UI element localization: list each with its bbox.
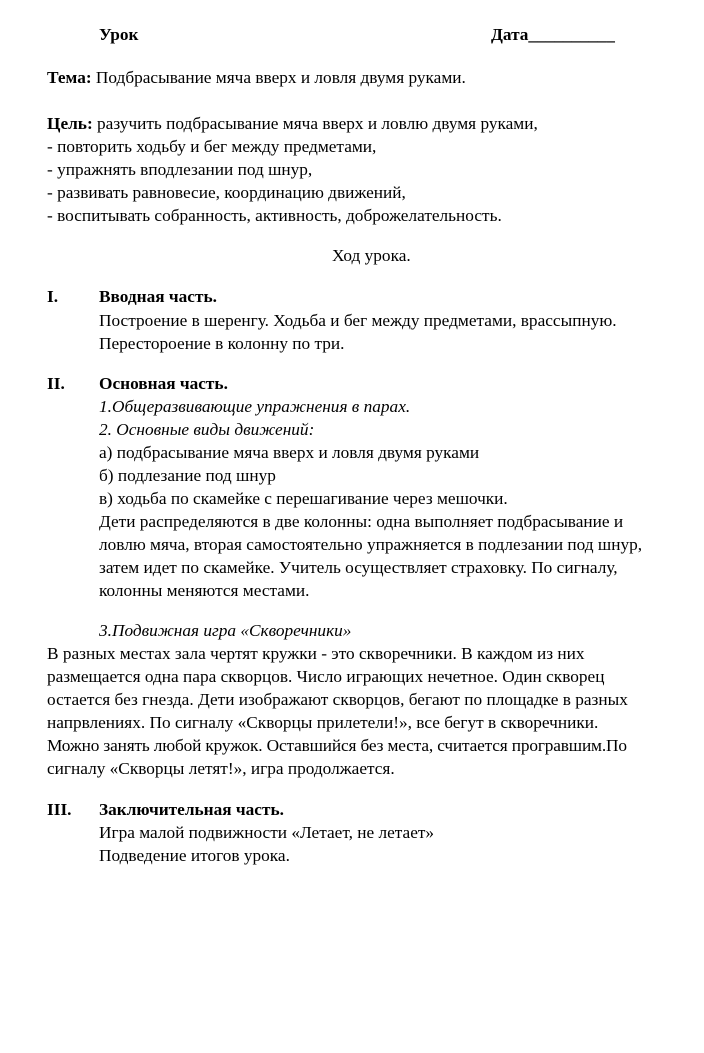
game-title: 3.Подвижная игра «Скворечники» bbox=[99, 621, 352, 640]
section-numeral: I. bbox=[47, 287, 59, 306]
section-italic-line: 1.Общеразвивающие упражнения в парах. bbox=[99, 397, 411, 416]
section-numeral: III. bbox=[47, 800, 72, 819]
course-title: Ход урока. bbox=[332, 246, 411, 265]
goal-item: - повторить ходьбу и бег между предметами, bbox=[47, 137, 377, 156]
goal-item: - воспитывать собранность, активность, доброжелательность. bbox=[47, 206, 502, 225]
section-title: Заключительная часть. bbox=[99, 800, 284, 819]
game-line: размещается одна пара скворцов. Число играющих нечетное. Один скворец bbox=[47, 667, 605, 686]
goal-item: - развивать равновесие, координацию движений, bbox=[47, 183, 406, 202]
section-line: Построение в шеренгу. Ходьба и бег между предметами, врассыпную. bbox=[99, 311, 617, 330]
topic-text: Подбрасывание мяча вверх и ловля двумя руками. bbox=[91, 68, 466, 87]
section-line: Игра малой подвижности «Летает, не летает» bbox=[99, 823, 435, 842]
section-title: Основная часть. bbox=[99, 374, 228, 393]
goal-line bbox=[47, 113, 538, 135]
section-line: в) ходьба по скамейке с перешагивание через мешочки. bbox=[99, 489, 508, 508]
section-line: Дети распределяются в две колонны: одна выполняет подбрасывание и bbox=[99, 512, 624, 531]
topic-line bbox=[47, 67, 466, 89]
goal-item: - упражнять вподлезании под шнур, bbox=[47, 160, 313, 179]
section-line: колонны меняются местами. bbox=[99, 581, 310, 600]
section-line: затем идет по скамейке. Учитель осуществляет страховку. По сигналу, bbox=[99, 558, 618, 577]
game-line: остается без гнезда. Дети изображают скворцов, бегают по площадке в разных bbox=[47, 690, 628, 709]
date-label: Дата__________ bbox=[491, 25, 615, 44]
game-line: Можно занять любой кружок. Оставшийся без места, считается програвшим.По bbox=[47, 736, 627, 755]
section-line: Перестороение в колонну по три. bbox=[99, 334, 345, 353]
goal-label: Цель: bbox=[47, 114, 93, 133]
section-numeral: II. bbox=[47, 374, 65, 393]
game-line: напрвлениях. По сигналу «Скворцы прилетели!», все бегут в скворечники. bbox=[47, 713, 599, 732]
goal-text: разучить подбрасывание мяча вверх и ловлю двумя руками, bbox=[92, 114, 538, 133]
section-title: Вводная часть. bbox=[99, 287, 217, 306]
game-line: сигналу «Скворцы летят!», игра продолжается. bbox=[47, 759, 395, 778]
section-line: ловлю мяча, вторая самостоятельно упражняется в подлезании под шнур, bbox=[99, 535, 643, 554]
section-line: а) подбрасывание мяча вверх и ловля двумя руками bbox=[99, 443, 480, 462]
section-italic-line: 2. Основные виды движений: bbox=[99, 420, 315, 439]
section-line: Подведение итогов урока. bbox=[99, 846, 290, 865]
section-line: б) подлезание под шнур bbox=[99, 466, 276, 485]
topic-label: Тема: bbox=[47, 68, 92, 87]
lesson-label: Урок bbox=[99, 25, 139, 44]
game-line: В разных местах зала чертят кружки - это скворечники. В каждом из них bbox=[47, 644, 585, 663]
